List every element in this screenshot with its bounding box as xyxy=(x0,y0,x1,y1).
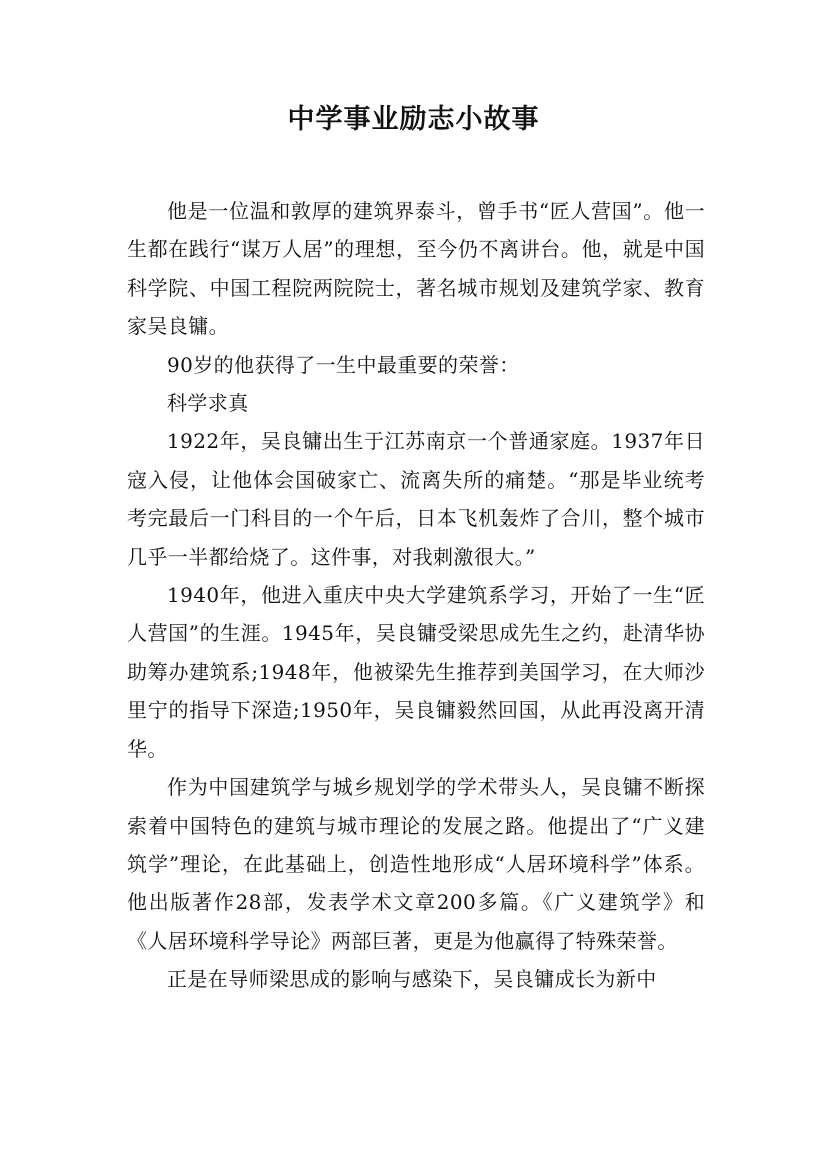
section-heading: 科学求真 xyxy=(167,391,249,416)
paragraph: 他是一位温和敦厚的建筑界泰斗，曾手书“匠人营国”。他一生都在践行“谋万人居”的理想，至今仍不离讲台。他，就是中国科学院、中国工程院两院院士，著名城市规划及建筑学家、教育家吴良镛。 xyxy=(127,199,705,339)
paragraph: 作为中国建筑学与城乡规划学的学术带头人，吴良镛不断探索着中国特色的建筑与城市理论的发展之路。他提出了“广义建筑学”理论，在此基础上，创造性地形成“人居环境科学”体系。他出版著作28部，发表学术文章200多篇。《广义建筑学》和《人居环境科学导论》两部巨著，更是为他赢得了特殊荣誉。 xyxy=(127,775,705,953)
document-title: 中学事业励志小故事 xyxy=(287,104,540,135)
paragraph: 1940年，他进入重庆中央大学建筑系学习，开始了一生“匠人营国”的生涯。1945年，吴良镛受梁思成先生之约，赴清华协助筹办建筑系;1948年，他被梁先生推荐到美国学习，在大师沙里宁的指导下深造;1950年，吴良镛毅然回国，从此再没离开清华。 xyxy=(127,583,705,761)
document-body xyxy=(127,192,705,999)
paragraph: 1922年，吴良镛出生于江苏南京一个普通家庭。1937年日寇入侵，让他体会国破家亡、流离失所的痛楚。“那是毕业统考考完最后一门科目的一个午后，日本飞机轰炸了合川，整个城市几乎一半都给烧了。这件事，对我刺激很大。” xyxy=(127,429,705,569)
paragraph: 90岁的他获得了一生中最重要的荣誉： xyxy=(167,352,520,377)
paragraph: 正是在导师梁思成的影响与感染下，吴良镛成长为新中 xyxy=(167,967,657,992)
